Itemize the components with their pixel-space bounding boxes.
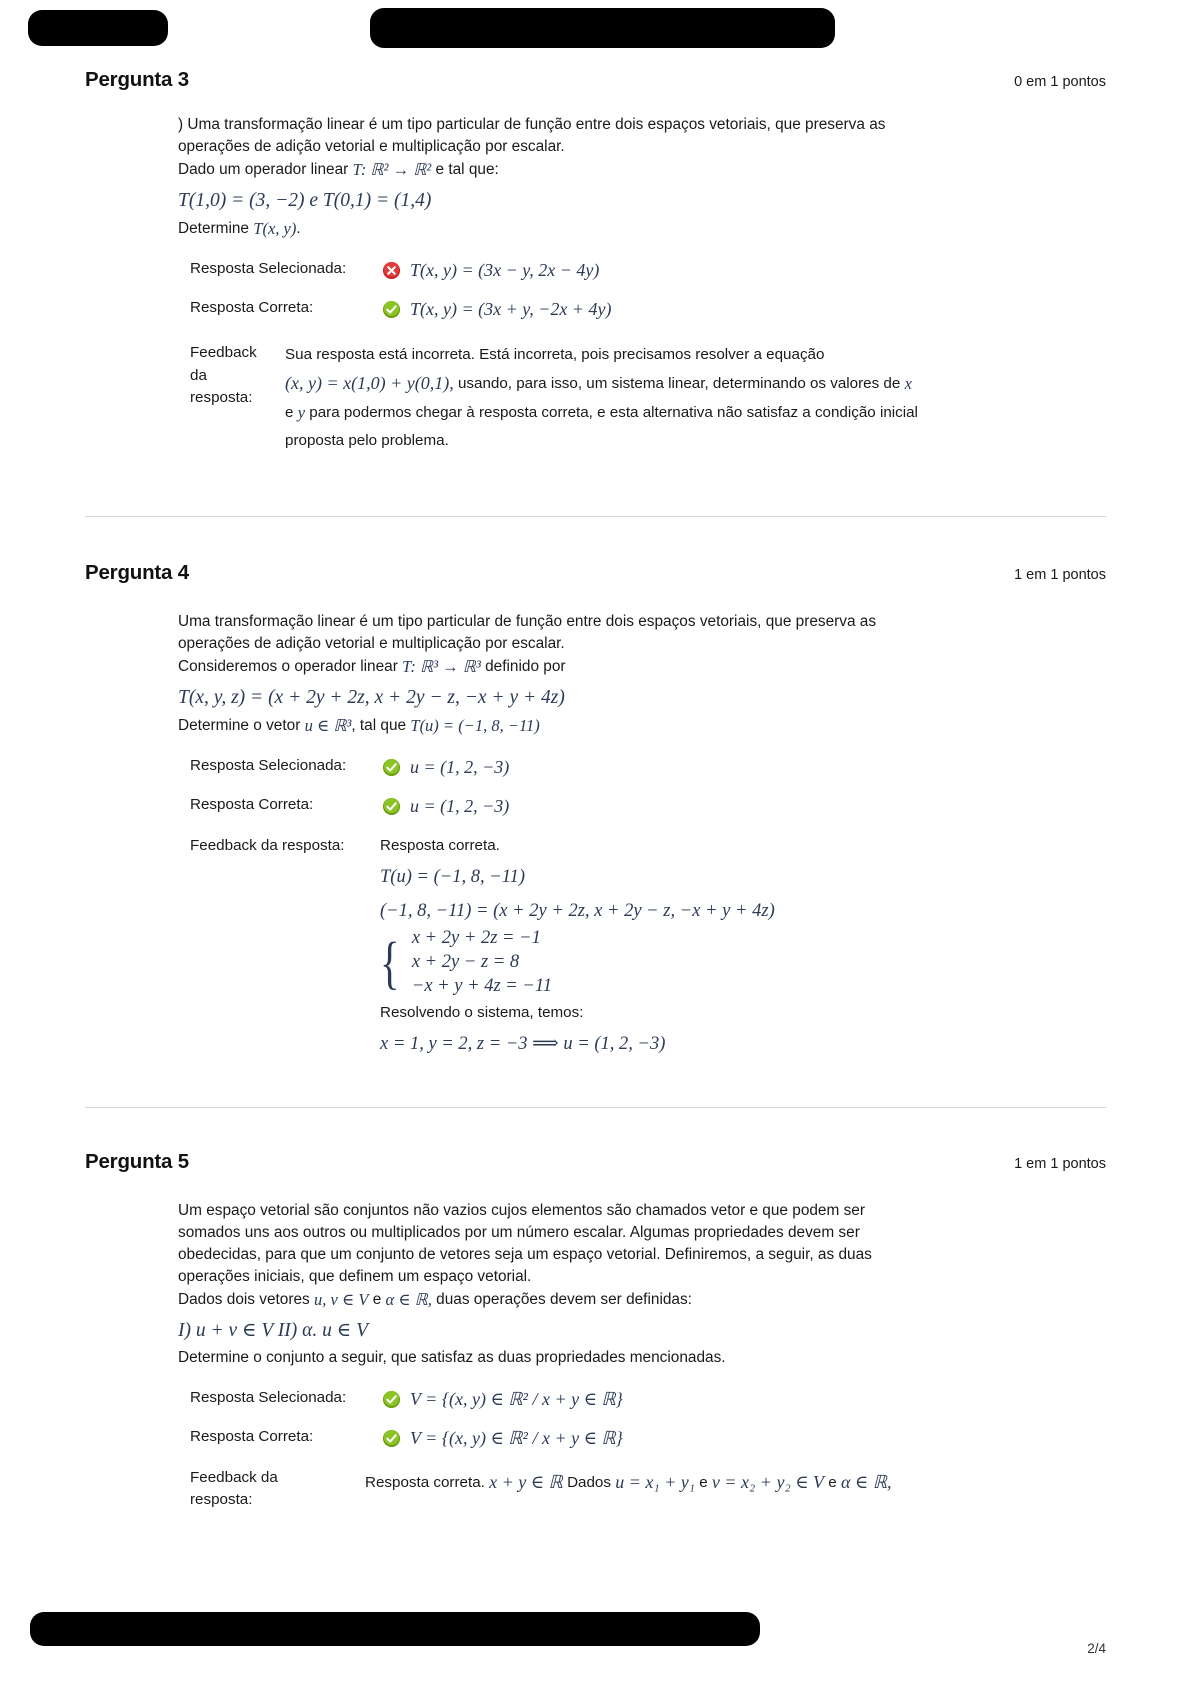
answer-rows-5 [190, 1389, 1106, 1449]
feedback-text: Resposta correta. [365, 1473, 485, 1491]
page-number: 2/4 [1087, 1641, 1106, 1656]
correct-icon [382, 758, 401, 777]
feedback-math-2: u = x₁ + y₁ [615, 1471, 695, 1492]
feedback-math-x: x [904, 374, 912, 394]
determine-suffix: . [296, 219, 301, 237]
question-header-4 [85, 561, 1106, 585]
statement-line: obedecidas, para que um conjunto de vetores seja um espaço vetorial. Definiremos, a seguir, as duas [178, 1245, 872, 1263]
question-block-5 [85, 1150, 1106, 1511]
determine-text: , tal que [351, 716, 407, 734]
display-math-5: I) u + v ∈ V II) α. u ∈ V [178, 1319, 368, 1341]
correct-icon [382, 1429, 401, 1448]
feedback-text: e [699, 1473, 708, 1491]
statement-line: operações de adição vetorial e multiplicação por escalar. [178, 634, 565, 652]
correct-answer-row-5 [190, 1428, 1106, 1449]
feedback-math-3: x = 1, y = 2, z = −3 ⟹ u = (1, 2, −3) [380, 1034, 666, 1055]
correct-icon [382, 1390, 401, 1409]
statement-line: operações iniciais, que definem um espaço vetorial. [178, 1267, 532, 1285]
system-brace: { [380, 930, 400, 995]
feedback-label-4: Feedback da resposta: [190, 837, 345, 855]
question-title-3: Pergunta 3 [85, 68, 189, 91]
question-divider [85, 1107, 1106, 1108]
question-block-3 [85, 68, 1106, 454]
question-title-4: Pergunta 4 [85, 560, 189, 584]
feedback-math-3: v = x₂ + y₂ ∈ V [711, 1471, 825, 1492]
feedback-math-1: T(u) = (−1, 8, −11) [380, 866, 526, 887]
selected-answer-math: V = {(x, y) ∈ ℝ² / x + y ∈ ℝ} [410, 1388, 623, 1409]
feedback-math-4: α ∈ ℝ, [840, 1471, 892, 1492]
feedback-body-5 [365, 1467, 891, 1498]
statement-line: operações de adição vetorial e multiplicação por escalar. [178, 137, 565, 155]
feedback-text: para podermos chegar à resposta correta, e esta alternativa não satisfaz a condição inicial [309, 404, 918, 422]
statement-inline-line [178, 158, 1106, 181]
operator-math: T: ℝ³ → ℝ³ [402, 656, 481, 676]
correct-answer-value-5 [382, 1428, 623, 1449]
selected-answer-row-4 [190, 757, 1106, 778]
feedback-label-5 [190, 1467, 365, 1512]
display-math-4: T(x, y, z) = (x + 2y + 2z, x + 2y − z, −x + y + 4z) [178, 687, 565, 709]
statement-text: Dado um operador linear [178, 160, 349, 178]
question-block-4 [85, 561, 1106, 1061]
feedback-line: Sua resposta está incorreta. Está incorreta, pois precisamos resolver a equação [285, 346, 825, 364]
correct-answer-math: u = (1, 2, −3) [410, 796, 510, 817]
question-divider [85, 516, 1106, 517]
statement-text: e tal que: [435, 160, 499, 178]
feedback-line: Resolvendo o sistema, temos: [380, 1004, 584, 1022]
feedback-line [285, 368, 918, 399]
feedback-body-3 [285, 342, 918, 454]
selected-answer-row-5 [190, 1389, 1106, 1410]
feedback-label-line: Feedback da [190, 1468, 278, 1486]
alpha-math: α ∈ ℝ, [385, 1289, 432, 1309]
determine-math: T(x, y) [253, 218, 297, 238]
feedback-line [285, 399, 918, 427]
question-statement-3 [178, 114, 1106, 240]
system-equation: x + 2y − z = 8 [411, 952, 520, 973]
correct-answer-value-3 [382, 299, 612, 320]
feedback-body-4 [380, 835, 775, 1061]
display-math-3: T(1,0) = (3, −2) e T(0,1) = (1,4) [178, 190, 432, 212]
selected-answer-row-3 [190, 260, 1106, 281]
correct-answer-value-4 [382, 796, 509, 817]
determine-line [178, 714, 1106, 737]
statement-text: Dados dois vetores [178, 1290, 310, 1308]
feedback-math-2: (−1, 8, −11) = (x + 2y + 2z, x + 2y − z, −x + y + 4z) [380, 900, 775, 921]
feedback-line: Resposta correta. [380, 837, 500, 855]
selected-answer-value-3 [382, 260, 599, 281]
determine-text: Determine [178, 219, 249, 237]
feedback-text: e [828, 1473, 837, 1491]
selected-answer-value-5 [382, 1389, 623, 1410]
question-points-5: 1 em 1 pontos [1014, 1156, 1106, 1173]
question-title-5: Pergunta 5 [85, 1150, 189, 1174]
statement-text: definido por [485, 657, 566, 675]
question-points-3: 0 em 1 pontos [1014, 74, 1106, 90]
determine-line [178, 217, 1106, 240]
selected-answer-label: Resposta Selecionada: [190, 260, 347, 278]
determine-math-2: T(u) = (−1, 8, −11) [410, 715, 540, 735]
feedback-line [365, 1467, 891, 1498]
question-statement-5 [178, 1200, 1106, 1368]
statement-inline-line [178, 1288, 1106, 1311]
statement-text: duas operações devem ser definidas: [436, 1290, 692, 1308]
system-lines [412, 927, 552, 998]
statement-line: Um espaço vetorial são conjuntos não vazios cujos elementos são chamados vetor e que podem ser [178, 1202, 865, 1220]
statement-line: Uma transformação linear é um tipo particular de função entre dois espaços vetoriais, que preserva as [178, 612, 877, 630]
incorrect-icon [382, 261, 401, 280]
correct-answer-math: T(x, y) = (3x + y, −2x + 4y) [410, 299, 612, 320]
selected-answer-label: Resposta Selecionada: [190, 1388, 347, 1406]
operator-math: T: ℝ² → ℝ² [352, 159, 432, 179]
feedback-math-y: y [297, 403, 306, 423]
equation-system-4 [380, 927, 775, 998]
feedback-label-line: Feedback [190, 344, 257, 362]
feedback-row-5 [190, 1467, 1106, 1512]
feedback-row-4 [190, 835, 1106, 1061]
answer-rows-3 [190, 260, 1106, 320]
statement-text: Consideremos o operador linear [178, 657, 398, 675]
selected-answer-math: u = (1, 2, −3) [410, 757, 510, 778]
correct-answer-label: Resposta Correta: [190, 796, 314, 814]
system-equation: x + 2y + 2z = −1 [411, 928, 541, 949]
question-header-5 [85, 1150, 1106, 1174]
feedback-label-3 [190, 342, 285, 410]
feedback-label-line: da [190, 366, 207, 384]
feedback-row-3 [190, 342, 1106, 454]
answer-rows-4 [190, 757, 1106, 817]
correct-answer-label: Resposta Correta: [190, 299, 314, 317]
selected-answer-value-4 [382, 757, 509, 778]
selected-answer-label: Resposta Selecionada: [190, 757, 347, 775]
determine-line: Determine o conjunto a seguir, que satisfaz as duas propriedades mencionadas. [178, 1348, 726, 1366]
question-statement-4 [178, 611, 1106, 737]
statement-line: somados uns aos outros ou multiplicados por um número escalar. Algumas propriedades devem ser [178, 1223, 860, 1241]
feedback-math-1: x + y ∈ ℝ [489, 1471, 563, 1492]
correct-answer-row-4 [190, 796, 1106, 817]
correct-answer-math: V = {(x, y) ∈ ℝ² / x + y ∈ ℝ} [410, 1427, 623, 1448]
correct-icon [382, 300, 401, 319]
question-points-4: 1 em 1 pontos [1014, 566, 1106, 583]
statement-text: e [372, 1290, 382, 1308]
feedback-label-line: resposta: [190, 389, 253, 407]
feedback-label-line: resposta: [190, 1491, 253, 1509]
feedback-line: proposta pelo problema. [285, 431, 449, 449]
determine-text: Determine o vetor [178, 716, 301, 734]
statement-line: ) Uma transformação linear é um tipo particular de função entre dois espaços vetoriais, que preserva as [178, 116, 886, 133]
correct-answer-label: Resposta Correta: [190, 1427, 314, 1445]
feedback-text: usando, para isso, um sistema linear, determinando os valores de [457, 375, 901, 393]
correct-icon [382, 797, 401, 816]
feedback-math: (x, y) = x(1,0) + y(0,1), [285, 373, 454, 394]
statement-inline-line [178, 655, 1106, 678]
feedback-text: Dados [567, 1473, 611, 1491]
system-equation: −x + y + 4z = −11 [411, 975, 553, 996]
feedback-text: e [285, 404, 294, 422]
selected-answer-math: T(x, y) = (3x − y, 2x − 4y) [410, 260, 600, 281]
vectors-math: u, v ∈ V [314, 1289, 369, 1309]
determine-math: u ∈ ℝ³ [304, 715, 352, 735]
question-header-3 [85, 68, 1106, 92]
correct-answer-row-3 [190, 299, 1106, 320]
